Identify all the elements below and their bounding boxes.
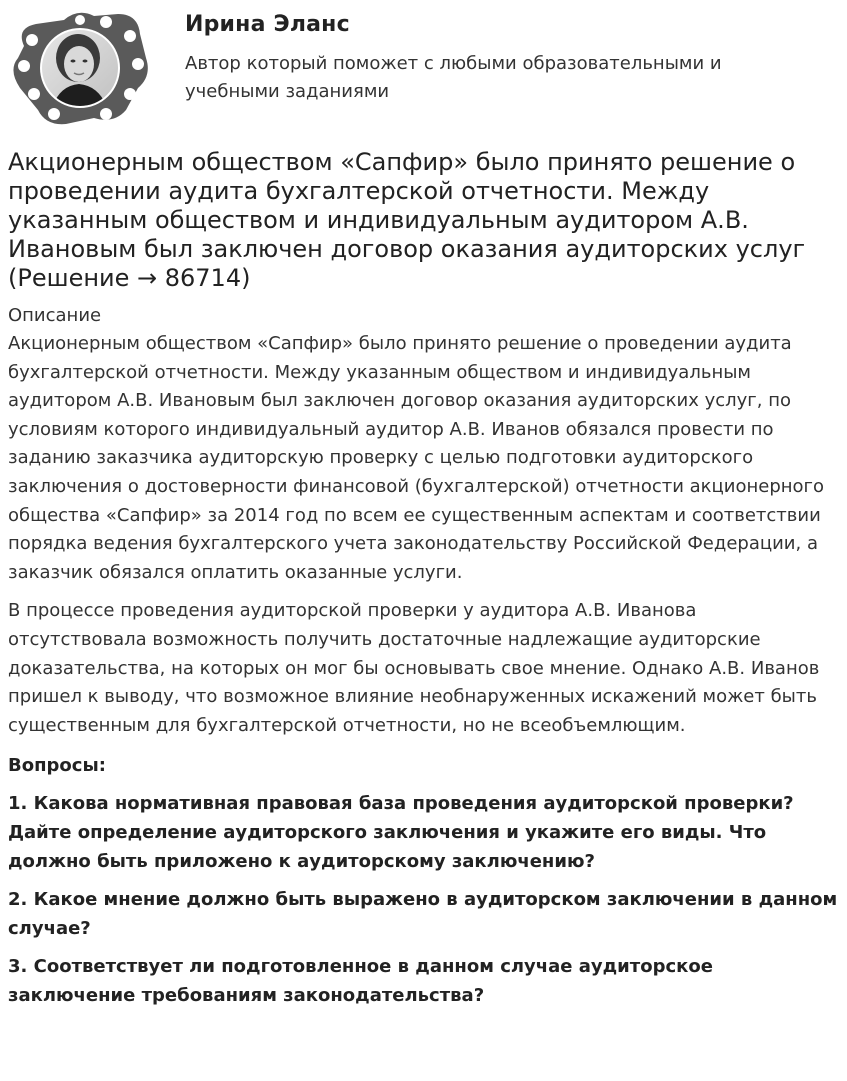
author-name[interactable]: Ирина Эланс: [185, 12, 350, 37]
author-description: Автор который поможет с любыми образовательными и учебными заданиями: [185, 53, 722, 102]
question-2: 2. Какое мнение должно быть выражено в аудиторском заключении в данном случае?: [8, 889, 838, 939]
questions-heading: Вопросы:: [8, 755, 106, 777]
author-block: [0, 0, 847, 135]
question-3: 3. Соответствует ли подготовленное в данном случае аудиторское заключение требованиям законодательства?: [8, 956, 713, 1006]
description-paragraph-1: Акционерным обществом «Сапфир» было принято решение о проведении аудита бухгалтерской отчетности. Между указанным обществом и индивидуальным аудитором А.В. Ивановым был заключен договор оказания аудиторских услуг, по условиям которого индивидуальный аудитор А.В. Иванов обязался провести по заданию заказчика аудиторскую проверку с целью подготовки аудиторского заключения о достоверности финансовой (бухгалтерской) отчетности акционерного общества «Сапфир» за 2014 год по всем ее существенным аспектам и соответствии порядка ведения бухгалтерского учета законодательству Российской Федерации, а заказчик обязался оплатить оказанные услуги.: [8, 333, 825, 583]
film-reel-avatar-icon: [6, 6, 152, 126]
description-paragraph-2: В процессе проведения аудиторской проверки у аудитора А.В. Иванова отсутствовала возможность получить достаточные надлежащие аудиторские доказательства, на которых он мог бы основывать свое мнение. Однако А.В. Иванов пришел к выводу, что возможное влияние необнаруженных искажений может быть существенным для бухгалтерской отчетности, но не всеобъемлющим.: [8, 600, 820, 736]
task-content: [8, 148, 840, 1010]
description-label: Описание: [8, 305, 102, 326]
question-1: 1. Какова нормативная правовая база проведения аудиторской проверки? Дайте определение аудиторского заключения и укажите его виды. Что должно быть приложено к аудиторскому заключению?: [8, 793, 794, 872]
author-avatar[interactable]: [6, 6, 152, 126]
task-title: Акционерным обществом «Сапфир» было принято решение о проведении аудита бухгалтерской отчетности. Между указанным обществом и индивидуальным аудитором А.В. Ивановым был заключен договор оказания аудиторских услуг (Решение → 86714): [8, 148, 806, 292]
